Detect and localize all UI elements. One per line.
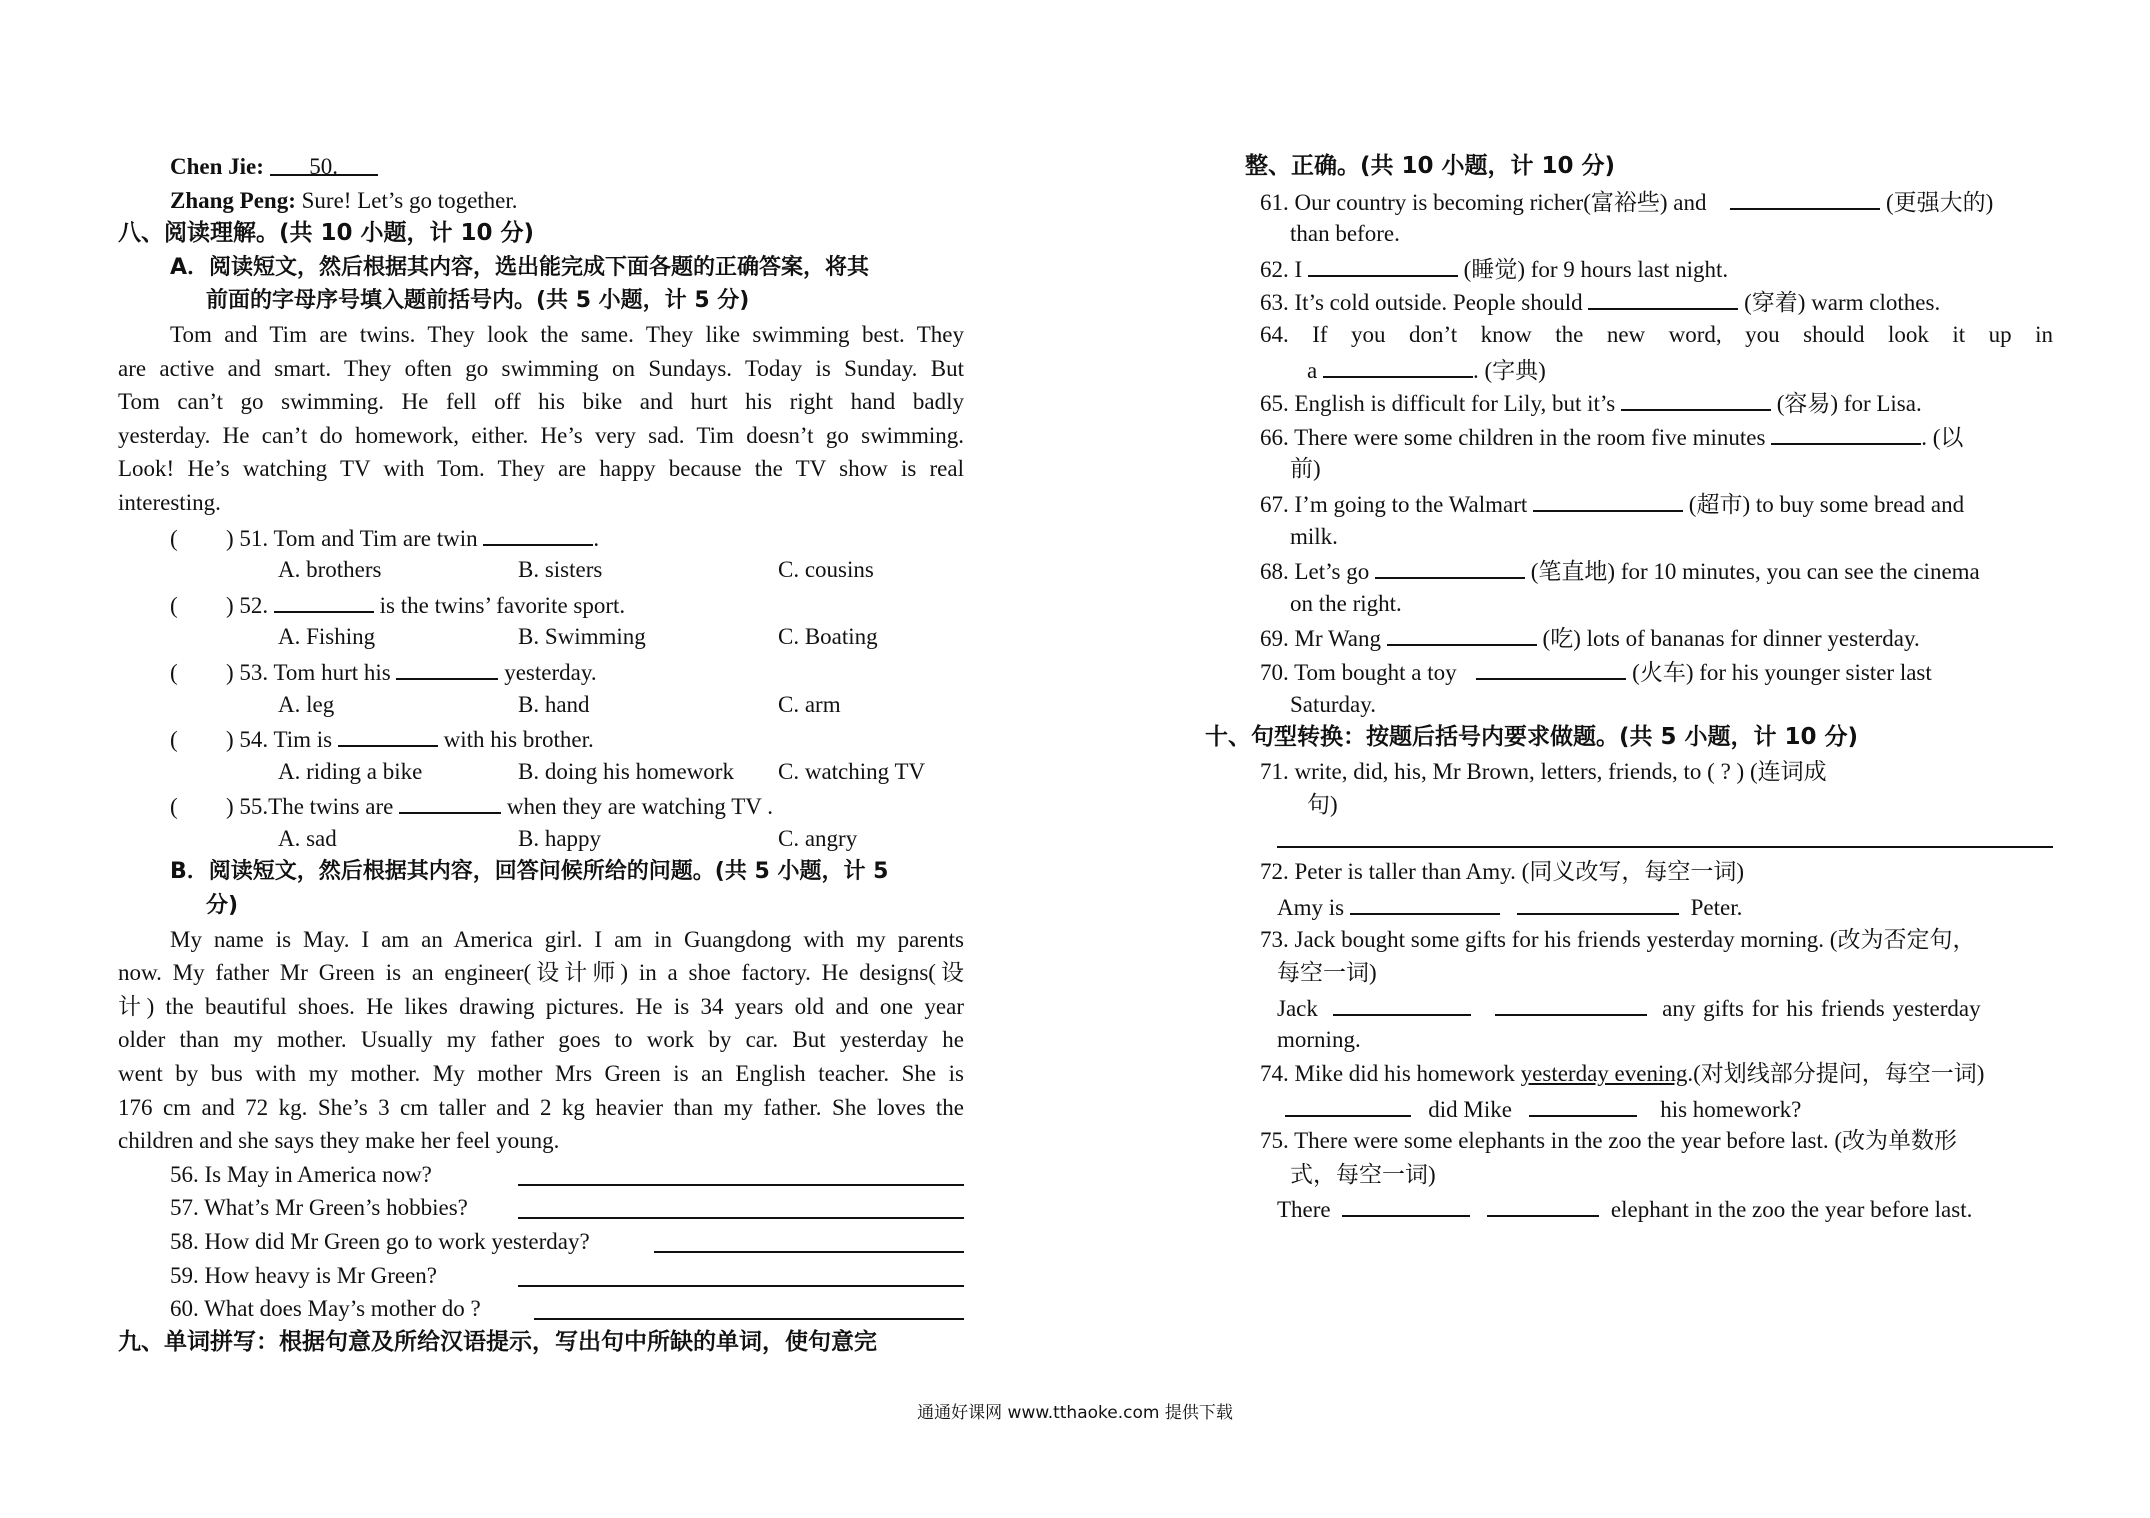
part-b-title: B．阅读短文，然后根据其内容，回答问候所给的问题。(共 5 小题，计 5	[170, 859, 889, 885]
answer-blank[interactable]	[1533, 486, 1683, 512]
answer-blank[interactable]	[399, 788, 501, 814]
mc-question-54: ( ) 54. Tim is with his brother. A. riding a bike B. doing his homework C. watching TV	[118, 721, 964, 788]
answer-blank[interactable]	[1333, 990, 1471, 1016]
underlined-phrase: yesterday evening	[1520, 1061, 1688, 1087]
option-a[interactable]: A. riding a bike	[278, 758, 423, 784]
dialogue-chen	[118, 150, 964, 184]
answer-blank[interactable]	[1342, 1191, 1470, 1217]
transform-73: 73. Jack bought some gifts for his friends yesterday morning. (改为否定句， 每空一词) Jack any gifts for his friends yesterday morning.	[1260, 926, 1981, 1053]
passage-line: yesterday. He can’t do homework, either. He’s very sad. Tim doesn’t go swimming.	[118, 422, 964, 448]
option-a[interactable]: A. sad	[278, 825, 337, 851]
answer-blank[interactable]	[1285, 1091, 1411, 1117]
spelling-63: 63. It’s cold outside. People should (穿着) warm clothes.	[1205, 284, 2053, 318]
answer-line[interactable]	[518, 1193, 964, 1219]
answer-blank[interactable]	[1771, 419, 1921, 445]
answer-blank[interactable]	[1387, 620, 1537, 646]
passage-line: Look! He’s watching TV with Tom. They are happy because the TV show is real	[118, 456, 964, 482]
passage-line: 计) the beautiful shoes. He likes drawing pictures. He is 34 years old and one year	[118, 993, 964, 1019]
passage-line: went by bus with my mother. My mother Mrs Green is an English teacher. She is	[118, 1061, 964, 1087]
part-b-title-cont: 分)	[206, 893, 239, 919]
answer-blank[interactable]	[396, 654, 498, 680]
passage-line: 176 cm and 72 kg. She’s 3 cm taller and 2 kg heavier than my father. She loves the	[118, 1094, 964, 1120]
passage-line: Tom can’t go swimming. He fell off his bike and hurt his right hand badly	[118, 389, 964, 415]
option-a[interactable]: A. brothers	[278, 557, 382, 583]
answer-blank[interactable]	[1308, 251, 1458, 277]
part-a-title: A．阅读短文，然后根据其内容，选出能完成下面各题的正确答案，将其	[170, 254, 870, 280]
answer-line[interactable]	[534, 1294, 964, 1320]
qa-question-57: 57. What’s Mr Green’s hobbies?	[118, 1191, 964, 1225]
mc-question-53: ( ) 53. Tom hurt his yesterday. A. leg B. hand C. arm	[118, 654, 964, 721]
answer-paren[interactable]: (	[170, 659, 178, 685]
section-10-title: 十、句型转换：按题后括号内要求做题。(共 5 小题，计 10 分)	[1205, 724, 1859, 751]
passage-line: My name is May. I am an America girl. I am in Guangdong with my parents	[170, 926, 964, 952]
part-a-title-cont: 前面的字母序号填入题前括号内。(共 5 小题，计 5 分)	[206, 288, 750, 314]
option-a[interactable]: A. Fishing	[278, 624, 376, 650]
answer-line[interactable]	[518, 1261, 964, 1287]
answer-blank[interactable]	[1621, 385, 1771, 411]
answer-blank[interactable]	[1350, 889, 1500, 915]
answer-blank[interactable]	[483, 520, 593, 546]
spelling-64: 64. If you don’t know the new word, you should look it up in a . (字典)	[1260, 321, 2053, 383]
spelling-65: 65. English is difficult for Lily, but it’s (容易) for Lisa.	[1205, 385, 2053, 419]
answer-line[interactable]	[654, 1227, 964, 1253]
passage-line: now. My father Mr Green is an engineer(设计师) in a shoe factory. He designs(设	[118, 960, 964, 986]
mc-question-52: ( ) 52. is the twins’ favorite sport. A. Fishing B. Swimming C. Boating	[118, 587, 964, 654]
answer-blank[interactable]	[1495, 990, 1647, 1016]
section-9-title: 九、单词拼写：根据句意及所给汉语提示，写出句中所缺的单词，使句意完	[118, 1328, 877, 1355]
spelling-66: 66. There were some children in the room five minutes . (以 前)	[1205, 419, 2053, 486]
option-b[interactable]: B. happy	[518, 825, 602, 851]
option-c[interactable]: C. watching TV	[778, 758, 926, 784]
qa-question-59: 59. How heavy is Mr Green?	[118, 1259, 964, 1293]
mc-question-51: ( ) 51. Tom and Tim are twin . A. brothers B. sisters C. cousins	[118, 520, 964, 587]
dialogue-text: Sure! Let’s go together.	[301, 187, 518, 213]
answer-paren[interactable]: (	[170, 794, 178, 820]
left-column	[118, 150, 964, 1359]
footer-credit: 通通好课网 www.tthaoke.com 提供下载	[917, 1403, 1233, 1423]
option-c[interactable]: C. cousins	[778, 557, 874, 583]
option-c[interactable]: C. angry	[778, 825, 858, 851]
spelling-68: 68. Let’s go (笔直地) for 10 minutes, you can see the cinema on the right.	[1205, 553, 2053, 620]
spelling-62: 62. I (睡觉) for 9 hours last night.	[1205, 251, 2053, 285]
answer-blank[interactable]	[1529, 1091, 1637, 1117]
option-a[interactable]: A. leg	[278, 691, 335, 717]
option-b[interactable]: B. sisters	[518, 557, 603, 583]
spelling-70: 70. Tom bought a toy (火车) for his younger sister last Saturday.	[1205, 654, 2053, 721]
answer-line[interactable]	[518, 1160, 964, 1186]
answer-blank[interactable]: 50.	[270, 150, 378, 176]
answer-line[interactable]	[1277, 822, 2053, 848]
passage-a	[118, 318, 964, 520]
qa-question-56: 56. Is May in America now?	[118, 1158, 964, 1192]
answer-paren[interactable]: (	[170, 727, 178, 753]
answer-blank[interactable]	[338, 721, 438, 747]
right-column	[1205, 150, 2053, 1225]
passage-line: Tom and Tim are twins. They look the same. They like swimming best. They	[170, 321, 964, 347]
answer-blank[interactable]	[1588, 284, 1738, 310]
answer-blank[interactable]	[1517, 889, 1679, 915]
option-c[interactable]: C. Boating	[778, 624, 878, 650]
passage-line: are active and smart. They often go swimming on Sundays. Today is Sunday. But	[118, 355, 964, 381]
passage-b	[118, 923, 964, 1158]
option-c[interactable]: C. arm	[778, 691, 841, 717]
answer-blank[interactable]	[1323, 352, 1473, 378]
answer-blank[interactable]	[1487, 1191, 1599, 1217]
passage-line: interesting.	[118, 489, 221, 515]
spelling-67: 67. I’m going to the Walmart (超市) to buy some bread and milk.	[1205, 486, 2053, 553]
answer-blank[interactable]	[1375, 553, 1525, 579]
qa-question-58: 58. How did Mr Green go to work yesterday?	[118, 1225, 964, 1259]
answer-blank[interactable]	[1730, 184, 1880, 210]
answer-paren[interactable]: (	[170, 525, 178, 551]
transform-75: 75. There were some elephants in the zoo the year before last. (改为单数形 式，每空一词) There elephant in the zoo the year before last.	[1260, 1128, 1973, 1223]
option-b[interactable]: B. hand	[518, 691, 590, 717]
section-8-title: 八、阅读理解。(共 10 小题，计 10 分)	[118, 220, 535, 247]
qa-question-60: 60. What does May’s mother do ?	[118, 1292, 964, 1326]
answer-blank[interactable]	[274, 587, 374, 613]
option-b[interactable]: B. doing his homework	[518, 758, 734, 784]
spelling-69: 69. Mr Wang (吃) lots of bananas for dinner yesterday.	[1205, 620, 2053, 654]
speaker-name: Chen Jie:	[170, 154, 264, 179]
answer-blank[interactable]	[1476, 654, 1626, 680]
answer-paren[interactable]: (	[170, 592, 178, 618]
transform-74: 74. Mike did his homework yesterday evening.(对划线部分提问，每空一词) did Mike his homework?	[1260, 1061, 1985, 1122]
passage-line: children and she says they make her feel young.	[118, 1128, 560, 1154]
spelling-61: 61. Our country is becoming richer(富裕些) and (更强大的) than before.	[1205, 184, 2053, 251]
option-b[interactable]: B. Swimming	[518, 624, 646, 650]
transform-72: 72. Peter is taller than Amy. (同义改写，每空一词) Amy is Peter.	[1260, 859, 1744, 921]
dialogue-zhang	[118, 184, 964, 218]
mc-question-55: ( ) 55.The twins are when they are watching TV . A. sad B. happy C. angry	[118, 788, 964, 855]
speaker-name: Zhang Peng:	[170, 187, 296, 213]
transform-71: 71. write, did, his, Mr Brown, letters, friends, to ( ? ) (连词成 句)	[1205, 755, 2053, 856]
section-9-title-cont: 整、正确。(共 10 小题，计 10 分)	[1245, 153, 1616, 179]
passage-line: older than my mother. Usually my father goes to work by car. But yesterday he	[118, 1027, 964, 1053]
